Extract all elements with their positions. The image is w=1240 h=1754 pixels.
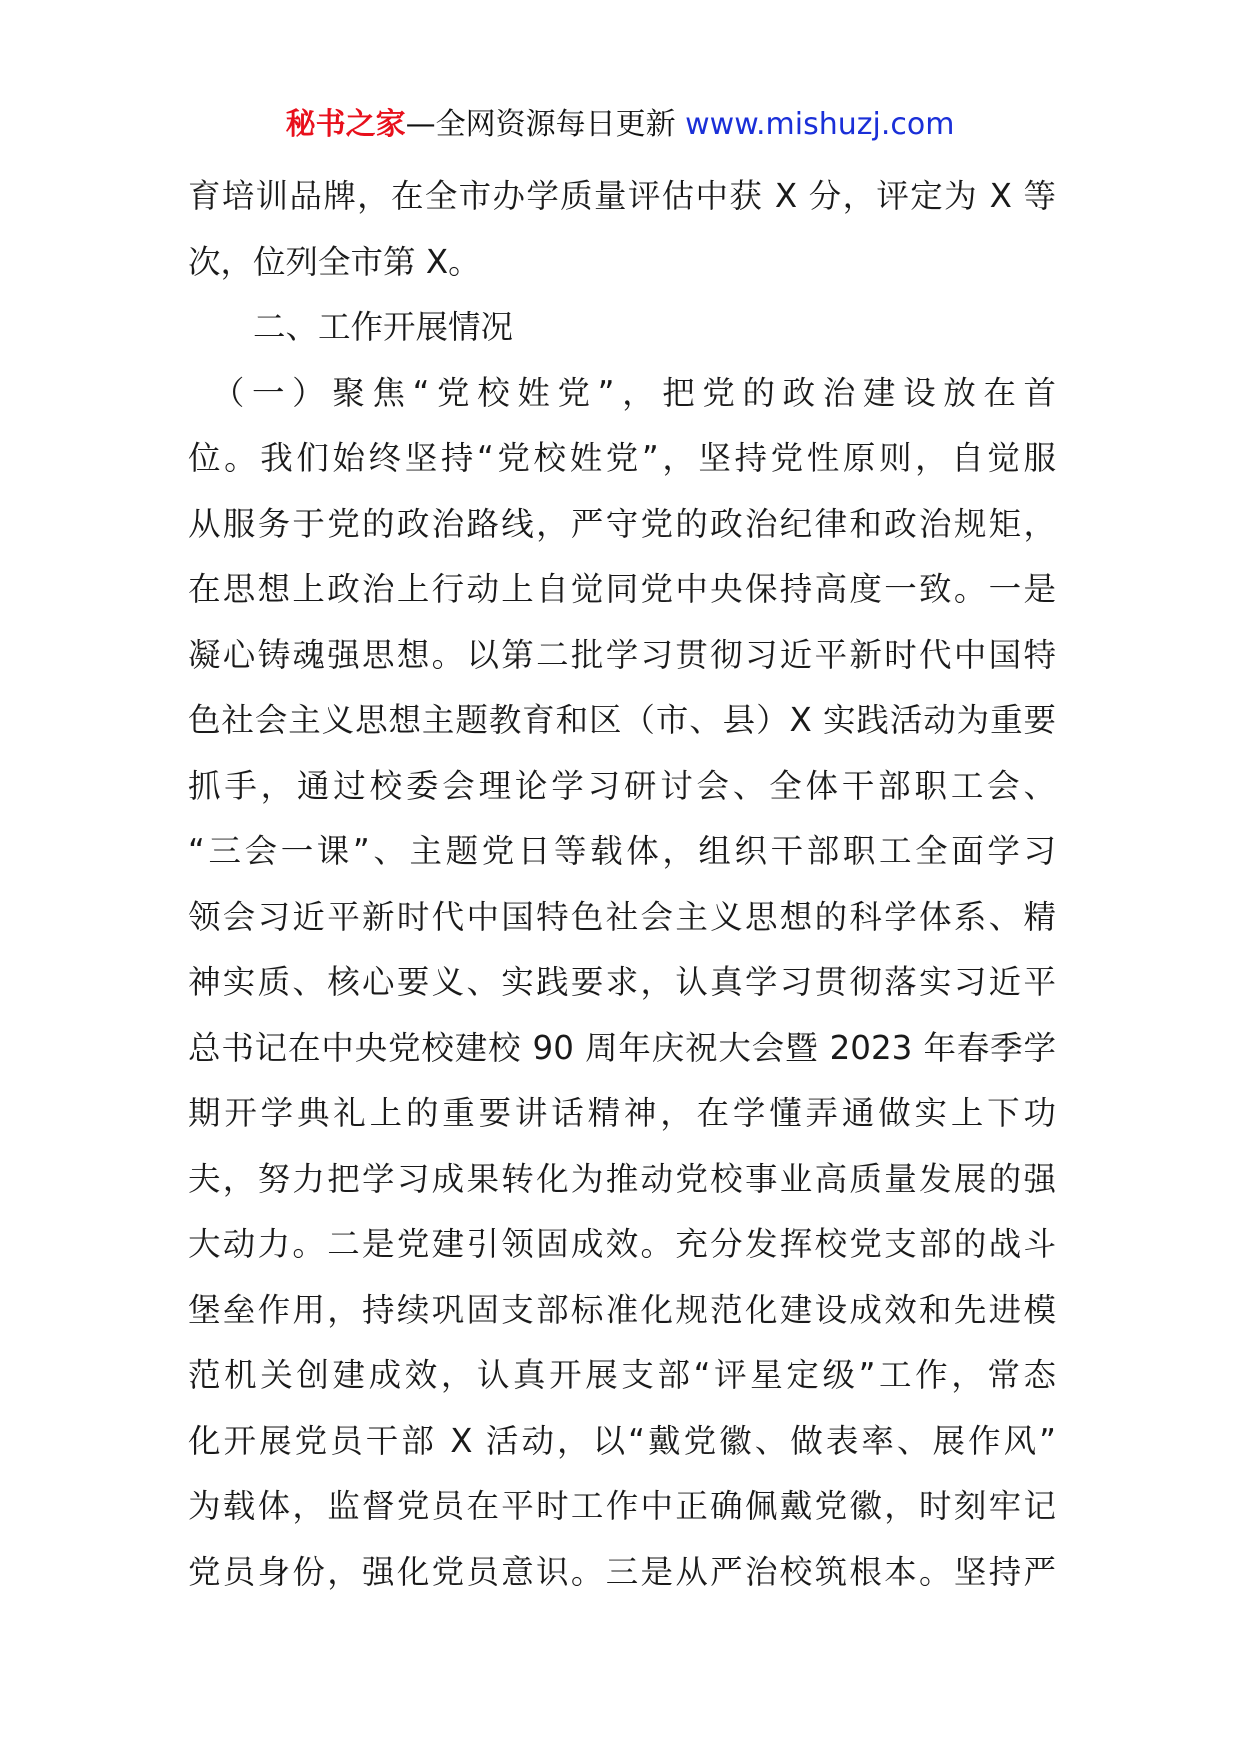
text-line: 次，位列全市第 X。: [188, 242, 481, 281]
header-slogan: —全网资源每日更新: [405, 107, 686, 142]
text-line: 抓手，通过校委会理论学习研讨会、全体干部职工会、: [188, 766, 1056, 805]
site-header: [0, 100, 1240, 150]
text-line: 领会习近平新时代中国特色社会主义思想的科学体系、精: [188, 897, 1056, 936]
text-line: 位。我们始终坚持“党校姓党”，坚持党性原则，自觉服: [188, 439, 1056, 477]
section-heading: 二、工作开展情况: [188, 308, 514, 346]
subsection-heading: （一）聚焦“党校姓党”，把党的政治建设放在首: [188, 373, 1056, 412]
text-line: 从服务于党的政治路线，严守党的政治纪律和政治规矩，: [188, 504, 1056, 543]
text-line: 范机关创建成效，认真开展支部“评星定级”工作，常态: [188, 1356, 1056, 1394]
text-line: 色社会主义思想主题教育和区（市、县）X 实践活动为重要: [188, 701, 1056, 739]
text-line: 化开展党员干部 X 活动，以“戴党徽、做表率、展作风”: [188, 1421, 1056, 1460]
brand-name: 秘书之家: [285, 107, 406, 142]
text-line: 神实质、核心要义、实践要求，认真学习贯彻落实习近平: [188, 963, 1056, 1001]
site-url[interactable]: www.mishuzj.com: [685, 107, 955, 142]
text-line: “三会一课”、主题党日等载体，组织干部职工全面学习: [188, 832, 1056, 870]
text-line: 育培训品牌，在全市办学质量评估中获 X 分，评定为 X 等: [188, 177, 1056, 215]
document-body: [188, 164, 1056, 1605]
text-line: 夫，努力把学习成果转化为推动党校事业高质量发展的强: [188, 1159, 1056, 1198]
text-line: 堡垒作用，持续巩固支部标准化规范化建设成效和先进模: [188, 1290, 1056, 1329]
text-line: 总书记在中央党校建校 90 周年庆祝大会暨 2023 年春季学: [188, 1028, 1056, 1067]
text-line: 大动力。二是党建引领固成效。充分发挥校党支部的战斗: [188, 1225, 1056, 1263]
text-line: 在思想上政治上行动上自觉同党中央保持高度一致。一是: [188, 570, 1056, 608]
text-line: 党员身份，强化党员意识。三是从严治校筑根本。坚持严: [188, 1552, 1056, 1591]
text-line: 凝心铸魂强思想。以第二批学习贯彻习近平新时代中国特: [188, 635, 1056, 674]
text-line: 为载体，监督党员在平时工作中正确佩戴党徽，时刻牢记: [188, 1487, 1056, 1525]
text-line: 期开学典礼上的重要讲话精神，在学懂弄通做实上下功: [188, 1094, 1056, 1132]
